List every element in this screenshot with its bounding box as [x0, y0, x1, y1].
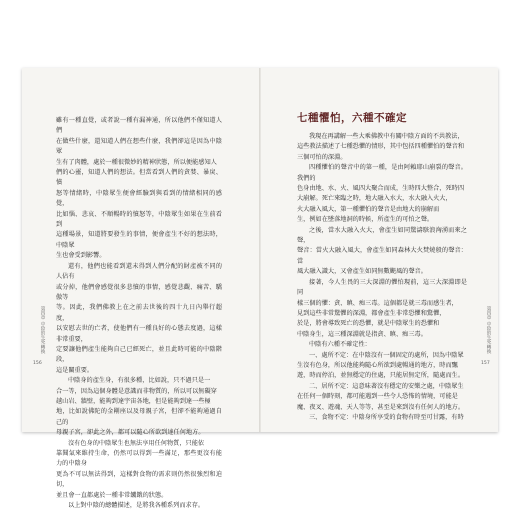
text-line: 樣三個的懼：貪、瞋、痴三毒。這個都是就三毒而感生者， [297, 299, 458, 307]
text-line: 更為不可以無法得到，這樣對食物的需求則仍然很強烈和迫切， [56, 470, 222, 489]
open-book-spread [22, 68, 498, 510]
text-line: 等。因此，我們佛教上在之前去世後的四十九日內舉行超度， [56, 304, 222, 322]
right-page-number: 157 [481, 361, 490, 366]
text-line: 怒等情緒時，中陰眾生便會經驗到與看到的情緒相同的感覺， [56, 189, 222, 208]
text-line: 三個可怕的深淵。 [297, 153, 347, 161]
text-line: 接著，今人生畏的三大深淵的懼怕現前，這三大深淵即是同 [297, 278, 467, 297]
text-line: 這些教法描述了七種恐懼的情形，其中包括四種懼怕的聲音和 [297, 143, 465, 151]
text-line: 合一等，因為這個身體是意識而非物質的，所以可以無礙穿 [56, 387, 217, 395]
right-page-running-head: 第四章 中陰的生死轉換 [486, 306, 491, 354]
text-line: 中陰身生，這三種深淵就是指貪、瞋、痴三毒。 [297, 330, 427, 338]
text-line: 這種場景，知道將要發生的事情，便會產生不好的想法時，中陰眾 [56, 231, 222, 249]
text-line: 中陰有六種不確定性： [309, 341, 371, 349]
text-line: 風大融入識大，又會產生如同無數颶風的聲音。 [297, 268, 427, 276]
text-line: 這是關重要。 [56, 366, 94, 374]
text-line: 火大融入風大，第一種懼怕的聲音是由地大的崩解而 [297, 205, 440, 213]
text-line: 以安慰去世的亡者，使他們有一種良好的心態去度過，這樣非常重要， [56, 325, 222, 343]
text-line: 我現在再講解一些大乘佛教中有關中陰方面的不共教法， [309, 133, 464, 140]
text-line: 雖有一種直覺，或者說一種有漏神通，所以他們不僅知道人們 [56, 117, 222, 135]
left-page-number: 156 [33, 361, 42, 366]
text-line: 定要讓他們產生能夠自己已經死亡，並且此時可能的中陰階段， [56, 345, 222, 364]
text-line: 越山岩、牆壁，能夠到達宇宙各地，但是能夠到達一些極 [56, 397, 211, 405]
text-line: 還有，他們也能看到還未得到人們分配的財產被不同的人佔有 [56, 262, 222, 281]
text-line: 在做些什麼，還知道人們在想些什麼，我們卻這是因為中陰眾 [56, 137, 222, 156]
chapter-title: 七種懼怕，六種不確定 [297, 112, 407, 124]
text-line: 於是，將會導致死亡的恐懼，就是中陰眾生的恐懼和 [297, 320, 440, 328]
text-line: 色身由地、水、火、風四大聚合而成，生時四大整合，死時四 [297, 185, 465, 193]
text-line: 三、食物不定：中陰身所享受的食物有時至可甘露，有時 [309, 413, 464, 421]
left-page-body-text [56, 116, 222, 511]
text-line: 生沒有色身，所以他能夠隨心所欲到處暢通的地方，時而飄 [297, 361, 458, 369]
text-line: 地，比如說佛陀的金剛座以及母親子宮，但卻不能夠通過自己的 [56, 408, 222, 426]
text-line: 靠聞氣來維持生命，仍然可以得到一些滿足，那些更沒有能力的中陰身 [56, 450, 222, 468]
text-line: 在任何一個時刻，都可能遇到一些令人恐怖的情境，可能是 [297, 393, 458, 401]
text-line: 四種懼怕的聲音中的第一種，是由阿賴耶山崩裂的聲音。我們的 [297, 164, 467, 182]
text-line: 比如惱、悲哀、不順暢時的憤怒等，中陰眾生如果在生前看到 [56, 210, 222, 229]
text-line: 見到這些非常驚懼的深淵，都會產生非常恐懼和驚懼， [297, 309, 446, 317]
text-line: 並且會一直都處於一種非常饑餓的狀態。 [56, 491, 168, 499]
text-line: 一、處所不定：在中陰沒有一個固定的處所，因為中陰眾 [309, 351, 464, 359]
text-line: 中陰身的產生身，有很多種，比如說，只不過只是一 [68, 377, 211, 385]
text-line: 生也會受到影響。 [56, 252, 106, 260]
text-line: 母親子宮，卻此之外，都可以隨心所欲到達任何地方。 [56, 429, 205, 437]
text-line: 沒有色身的中陰眾生也無法享用任何物質，只能依 [68, 439, 205, 447]
text-line: 或分掉，他們會感覺很多悲憤的事情，感覺悲觀、痛苦、驕傲等 [56, 283, 222, 301]
text-line: 魔、夜叉、遊魂、天人等等，甚至是來到沒有任何人的地方。 [297, 403, 465, 411]
right-page-body-text [297, 132, 467, 423]
right-page [261, 68, 498, 432]
text-line: 聲音：當火大融入風大，會產生如同森林大火焚燒般的聲音：當 [297, 247, 467, 265]
text-line: 們的心靈，知道人們的想法。但當看到人們的貪婪、暴戾、憤 [56, 169, 222, 187]
left-page-running-head: 第四章 中陰的生死轉換 [40, 306, 45, 354]
text-line: 二、居所不定：這意味著沒有穩定的安樂之處，中陰眾生 [309, 382, 464, 390]
text-line: 以上對中陰的總體描述，是將我各種系列而求存。 [68, 502, 205, 510]
text-line: 遊，時而停泊，並無穩定的住處，只能居無定所，隨處而生。 [297, 372, 465, 380]
text-line: 大崩解。死亡來臨之時，地大融入水大，水大融入火大， [297, 195, 452, 203]
left-page [22, 68, 259, 510]
text-line: 之後，當水大融入火大，會產生如同驚濤駭浪洶湧而來之聲， [297, 226, 467, 245]
text-line: 生，例如在墜落地洞的時候，所產生的可怕之聲。 [297, 216, 434, 224]
text-line: 生有了肉體，處於一種很微妙的精神狀態，所以便能感知人 [56, 158, 217, 166]
